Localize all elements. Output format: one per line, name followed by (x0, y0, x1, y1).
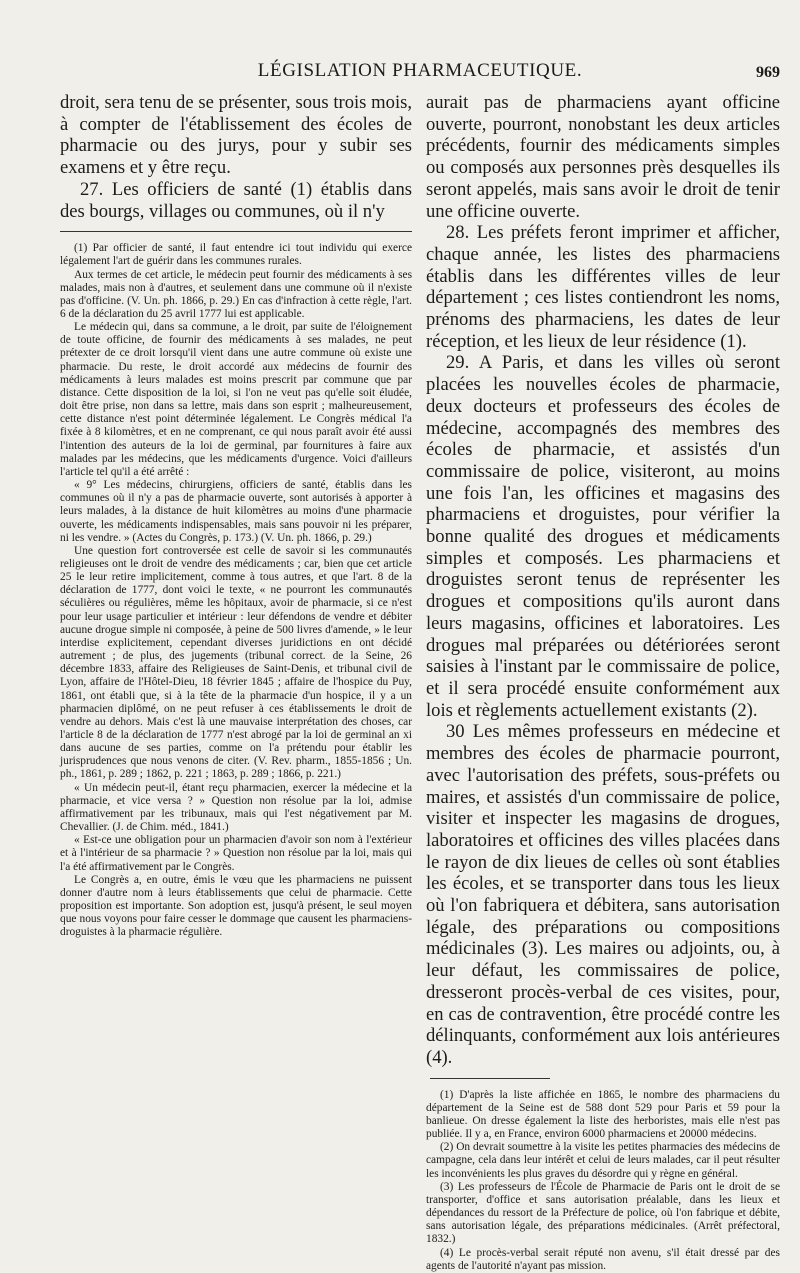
left-column (60, 92, 412, 940)
body-paragraph: aurait pas de pharmaciens ayant officine ouverte, pourront, nonobstant les deux articles précédents, fournir des médicaments simples ou composés aux personnes près desquelles ils seront appelés, mais sans avoir le droit de tenir une officine ouverte. (426, 92, 780, 222)
page-header (60, 56, 780, 90)
footnote: Une question fort controversée est celle de savoir si les communautés religieuses ont le droit de vendre des médicaments ; car, bien que cet article 25 le leur retire implicitement, comme à tous autres, et que l'art. 8 de la déclaration de 1777, dont voici le texte, « ne pourront les communautés séculières ou régulières, même les hôpitaux, avoir de pharmacie, si ce n'est pour leur usage particulier et intérieur : leur défendons de vendre et débiter aucune drogue simple ni composée, à peine de 500 livres d'amende, » le leur interdise explicitement, cependant diverses juridictions en ont décidé autrement ; de plus, des jugements (tribunal correct. de la Seine, 26 décembre 1833, affaire des Religieuses de Saint-Denis, et tribunal civil de Lyon, affaire de l'Hôtel-Dieu, 18 février 1845 ; affaire de l'hospice du Puy, 1861, ont établi que, si à la tête de la pharmacie d'un hospice, il y a un pharmacien diplômé, on ne peut refuser à ces établissements le droit de vendre au dehors. Mais c'est là une mauvaise interprétation des choses, car l'article 8 de la déclaration de 1777 n'est abrogé par la loi de germinal an xi dans aucune de ses parties, comme on l'a prétendu pour établir les jurisprudences que nous venons de citer. (V. Rev. pharm., 1855-1856 ; Un. ph., 1861, p. 289 ; 1862, p. 221 ; 1863, p. 289 ; 1866, p. 221.) (60, 544, 412, 781)
footnote: (1) D'après la liste affichée en 1865, le nombre des pharmaciens du département de la Seine est de 588 dont 529 pour Paris et 59 pour la banlieue. On dresse également la liste des herboristes, mais elle n'est pas publiée. Il y a, en France, environ 6000 pharmaciens et 20000 médecins. (426, 1088, 780, 1141)
footnote-separator (60, 231, 412, 232)
body-paragraph: 29. A Paris, et dans les villes où seront placées les nouvelles écoles de pharmacie, deux docteurs et professeurs des écoles de médecine, accompagnés des membres des écoles de pharmacie, et assistés d'un commissaire de police, visiteront, au moins une fois l'an, les officines et magasins des pharmaciens et droguistes, pour vérifier la bonne qualité des drogues et médicaments simples et composés. Les pharmaciens et droguistes seront tenus de représenter les drogues et compositions qu'ils auront dans leurs magasins, officines et laboratoires. Les drogues mal préparées ou détériorées seront saisies à l'instant par le commissaire de police, et il sera procédé ensuite conformément aux lois et règlements actuellement existants (2). (426, 352, 780, 721)
footnote: Le Congrès a, en outre, émis le vœu que les pharmaciens ne puissent donner d'autre nom à leurs établissements que celui de pharmacie. Cette proposition est importante. Son adoption est, jusqu'à présent, le seul moyen que nous voyons pour faire cesser le dommage que causent les pharmaciens-droguistes à la pharmacie régulière. (60, 873, 412, 939)
footnote: Aux termes de cet article, le médecin peut fournir des médicaments à ses malades, mais non à d'autres, et seulement dans une commune où il n'existe pas d'officine. (V. Un. ph. 1866, p. 29.) En cas d'infraction à cette règle, l'art. 6 de la déclaration du 25 avril 1777 lui est applicable. (60, 268, 412, 320)
right-footnotes (426, 1089, 780, 1273)
footnote: « Est-ce une obligation pour un pharmacien d'avoir son nom à l'extérieur et à l'intérieur de sa pharmacie ? » Question non résolue par la loi, mais qui l'a été affirmativement par le Congrès. (60, 834, 412, 873)
footnote-separator (430, 1078, 550, 1079)
footnote: « Un médecin peut-il, étant reçu pharmacien, exercer la médecine et la pharmacie, et vice versa ? » Question non résolue par la loi, admise affirmativement par les tribunaux, mais qui l'est négativement par M. Chevallier. (J. de Chim. méd., 1841.) (60, 781, 412, 834)
running-title: LÉGISLATION PHARMACEUTIQUE. (257, 60, 583, 81)
footnote: (1) Par officier de santé, il faut entendre ici tout individu qui exerce légalement l'art de guérir dans les communes rurales. (60, 242, 412, 268)
body-paragraph: droit, sera tenu de se présenter, sous trois mois, à compter de l'établissement des écoles de pharmacie ou des jurys, pour y subir ses examens et y être reçu. (60, 92, 412, 179)
right-body-text (426, 92, 780, 1069)
footnote: Le médecin qui, dans sa commune, a le droit, par suite de l'éloignement de toute officine, de fournir des médicaments à ses malades, ne peut prétexter de ce droit lorsqu'il vient dans une autre commune où existe une pharmacie. Du reste, le droit accordé aux médecins de fournir des médicaments à leurs malades est moins prescrit par commune que par distance. Cette disposition de la loi, si l'on ne veut pas qu'elle soit éludée, doit être prise, non dans sa lettre, mais dans son esprit ; malheureusement, cette distance n'est point déterminée légalement. Le Congrès médical l'a fixée à 8 kilomètres, et en ne comprenant, ce qui nous paraît avoir été aussi l'intention des auteurs de la loi de germinal, par fournitures à faire aux malades par les médecins, que les médicaments d'urgence. Voici d'ailleurs l'article tel qu'il a été arrêté : (60, 321, 412, 478)
body-paragraph: 30 Les mêmes professeurs en médecine et membres des écoles de pharmacie pourront, avec l'autorisation des préfets, sous-préfets ou maires, et assistés d'un commissaire de police, visiter et inspecter les magasins de drogues, laboratoires et officines des villes placées dans le rayon de dix lieues de celles où sont établies les écoles, et se transporter dans tous les lieux où l'on fabriquera et débitera, sans autorisation légale, des préparations ou compositions médicinales (3). Les maires ou adjoints, ou, à leur défaut, les commissaires de police, dresseront procès-verbal de ces visites, pour, en cas de contravention, être procédé contre les délinquants, conformément aux lois antérieures (4). (426, 721, 780, 1068)
page-number: 969 (756, 64, 780, 81)
body-paragraph: 27. Les officiers de santé (1) établis dans des bourgs, villages ou communes, où il n'y (60, 178, 412, 222)
right-column (426, 92, 780, 1273)
left-body-text (60, 92, 412, 222)
footnote: (3) Les professeurs de l'École de Pharmacie de Paris ont le droit de se transporter, d'office et sans autorisation préalable, dans les lieux et dépendances du ressort de la Préfecture de police, où l'on fabrique et débite, sans autorisation légale, des préparations médicinales. (Arrêt préfectoral, 1832.) (426, 1180, 780, 1246)
footnote: (2) On devrait soumettre à la visite les petites pharmacies des médecins de campagne, cela dans leur intérêt et celui de leurs malades, car il peut résulter les inconvénients les plus graves du désordre qui y règne en général. (426, 1141, 780, 1180)
left-footnotes (60, 242, 412, 939)
footnote: « 9° Les médecins, chirurgiens, officiers de santé, établis dans les communes où il n'y a pas de pharmacie ouverte, sont autorisés à apporter à leurs malades, à la distance de huit kilomètres au moins d'une pharmacie ouverte, les médicaments indispensables, mais sans pouvoir ni les préparer, ni les vendre. » (Actes du Congrès, p. 173.) (V. Un. ph. 1866, p. 29.) (60, 479, 412, 544)
footnote: (4) Le procès-verbal serait réputé non avenu, s'il était dressé par des agents de l'autorité n'ayant pas mission. (426, 1246, 780, 1272)
body-paragraph: 28. Les préfets feront imprimer et afficher, chaque année, les listes des pharmaciens établis dans les différentes villes de leur département ; ces listes contiendront les noms, prénoms des pharmaciens, les dates de leur réception, et les lieux de leur résidence (1). (426, 222, 780, 352)
